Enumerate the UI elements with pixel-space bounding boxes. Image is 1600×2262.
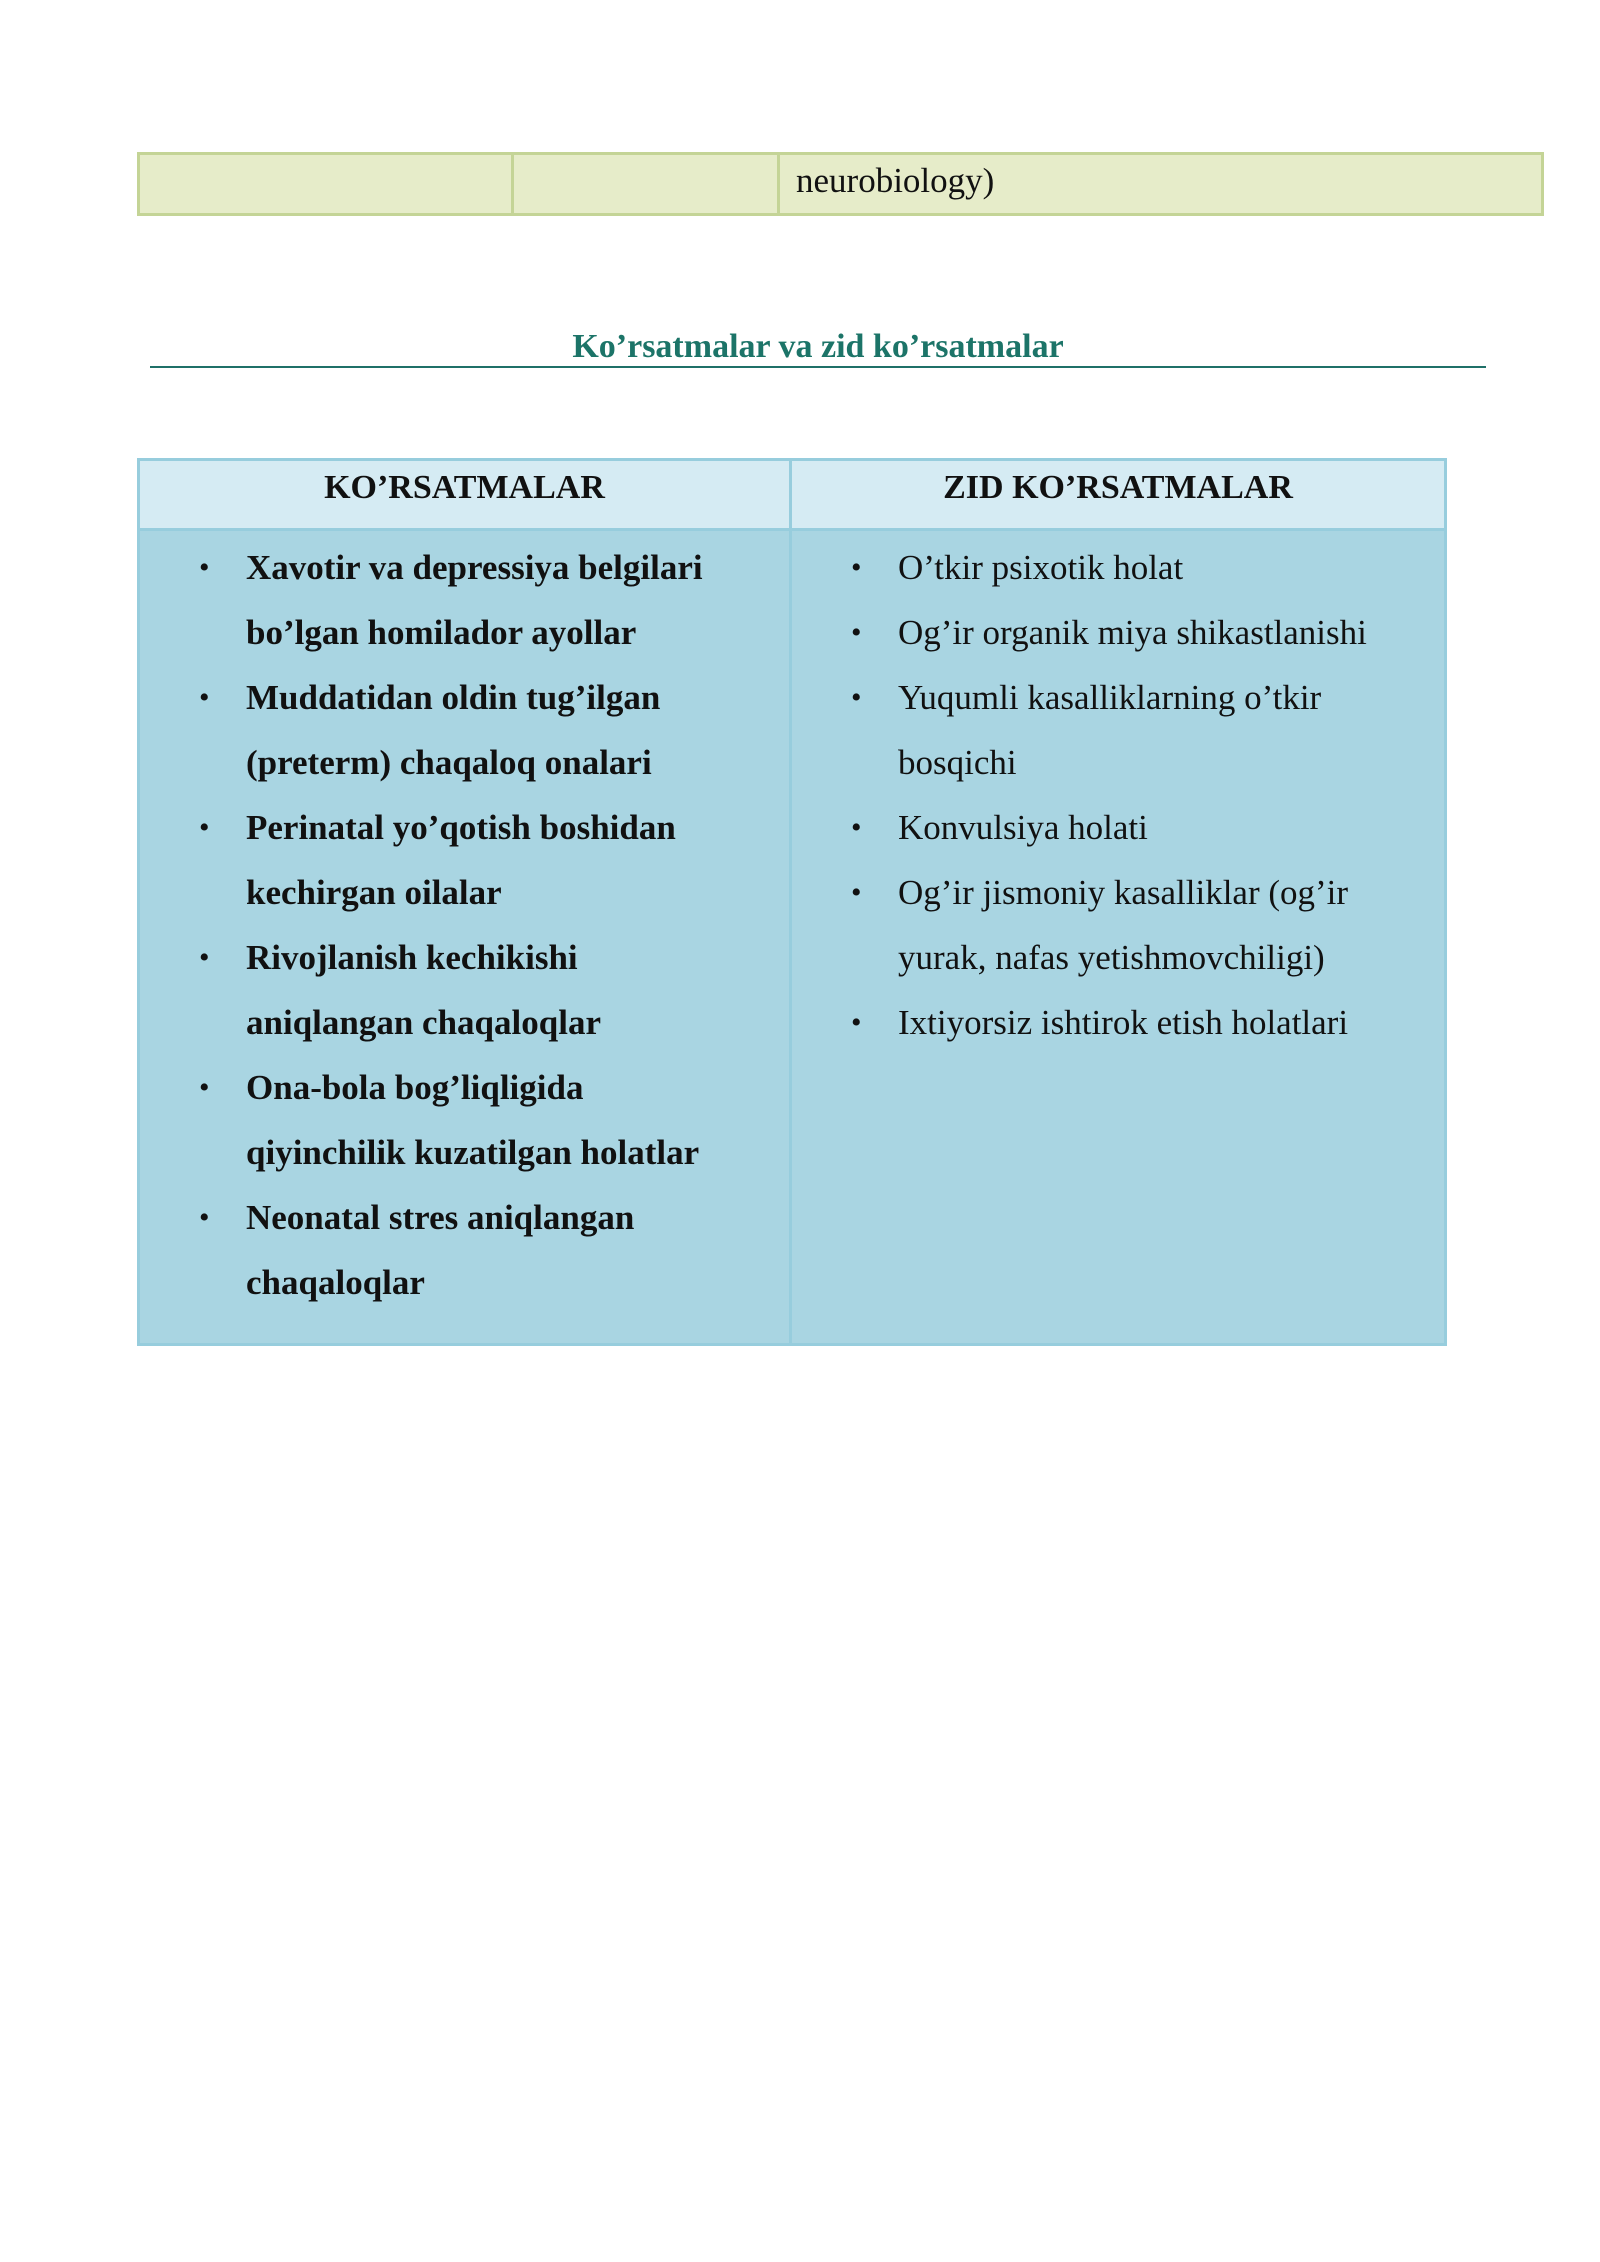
indications-cell [140,531,792,1343]
indications-table [137,458,1447,1346]
indication-text: Neonatal stres aniqlangan chaqaloqlar [246,1198,635,1302]
continuation-cell-2 [514,155,780,213]
indication-text: Ona-bola bog’liqligida qiyinchilik kuzatilgan holatlar [246,1068,700,1172]
contraindications-list [792,535,1444,1055]
contraindication-text: O’tkir psixotik holat [898,548,1184,587]
continuation-cell-3: neurobiology) [796,161,995,200]
bullet-icon: • [851,1006,862,1039]
list-item [792,535,1444,600]
contraindication-text: Og’ir jismoniy kasalliklar (og’ir yurak, nafas yetishmovchiligi) [898,873,1349,977]
contraindication-text: Og’ir organik miya shikastlanishi [898,613,1367,652]
bullet-icon: • [199,941,210,974]
bullet-icon: • [851,616,862,649]
indication-text: Muddatidan oldin tug’ilgan (preterm) chaqaloq onalari [246,678,661,782]
continuation-table [137,152,1544,216]
list-item [140,925,789,1055]
bullet-icon: • [851,681,862,714]
list-item [792,600,1444,665]
contraindications-cell [792,531,1444,1343]
contraindication-text: Konvulsiya holati [898,808,1148,847]
list-item [792,795,1444,860]
bullet-icon: • [199,681,210,714]
bullet-icon: • [199,1201,210,1234]
indication-text: Xavotir va depressiya belgilari bo’lgan homilador ayollar [246,548,703,652]
list-item [140,1055,789,1185]
header-indications: KO’RSATMALAR [140,461,792,528]
bullet-icon: • [851,811,862,844]
table-body-row [140,531,1444,1343]
bullet-icon: • [851,876,862,909]
bullet-icon: • [199,811,210,844]
list-item [140,535,789,665]
list-item [792,990,1444,1055]
bullet-icon: • [851,551,862,584]
section-title: Ko’rsatmalar va zid ko’rsatmalar [150,318,1486,368]
continuation-cell-1 [140,155,514,213]
table-header-row [140,461,1444,531]
bullet-icon: • [199,1071,210,1104]
indication-text: Perinatal yo’qotish boshidan kechirgan oilalar [246,808,676,912]
list-item [140,795,789,925]
list-item [792,860,1444,990]
contraindication-text: Yuqumli kasalliklarning o’tkir bosqichi [898,678,1322,782]
indication-text: Rivojlanish kechikishi aniqlangan chaqaloqlar [246,938,601,1042]
list-item [140,1185,789,1315]
list-item [792,665,1444,795]
list-item [140,665,789,795]
indications-list [140,535,789,1315]
contraindication-text: Ixtiyorsiz ishtirok etish holatlari [898,1003,1349,1042]
bullet-icon: • [199,551,210,584]
header-contraindications: ZID KO’RSATMALAR [943,469,1293,506]
